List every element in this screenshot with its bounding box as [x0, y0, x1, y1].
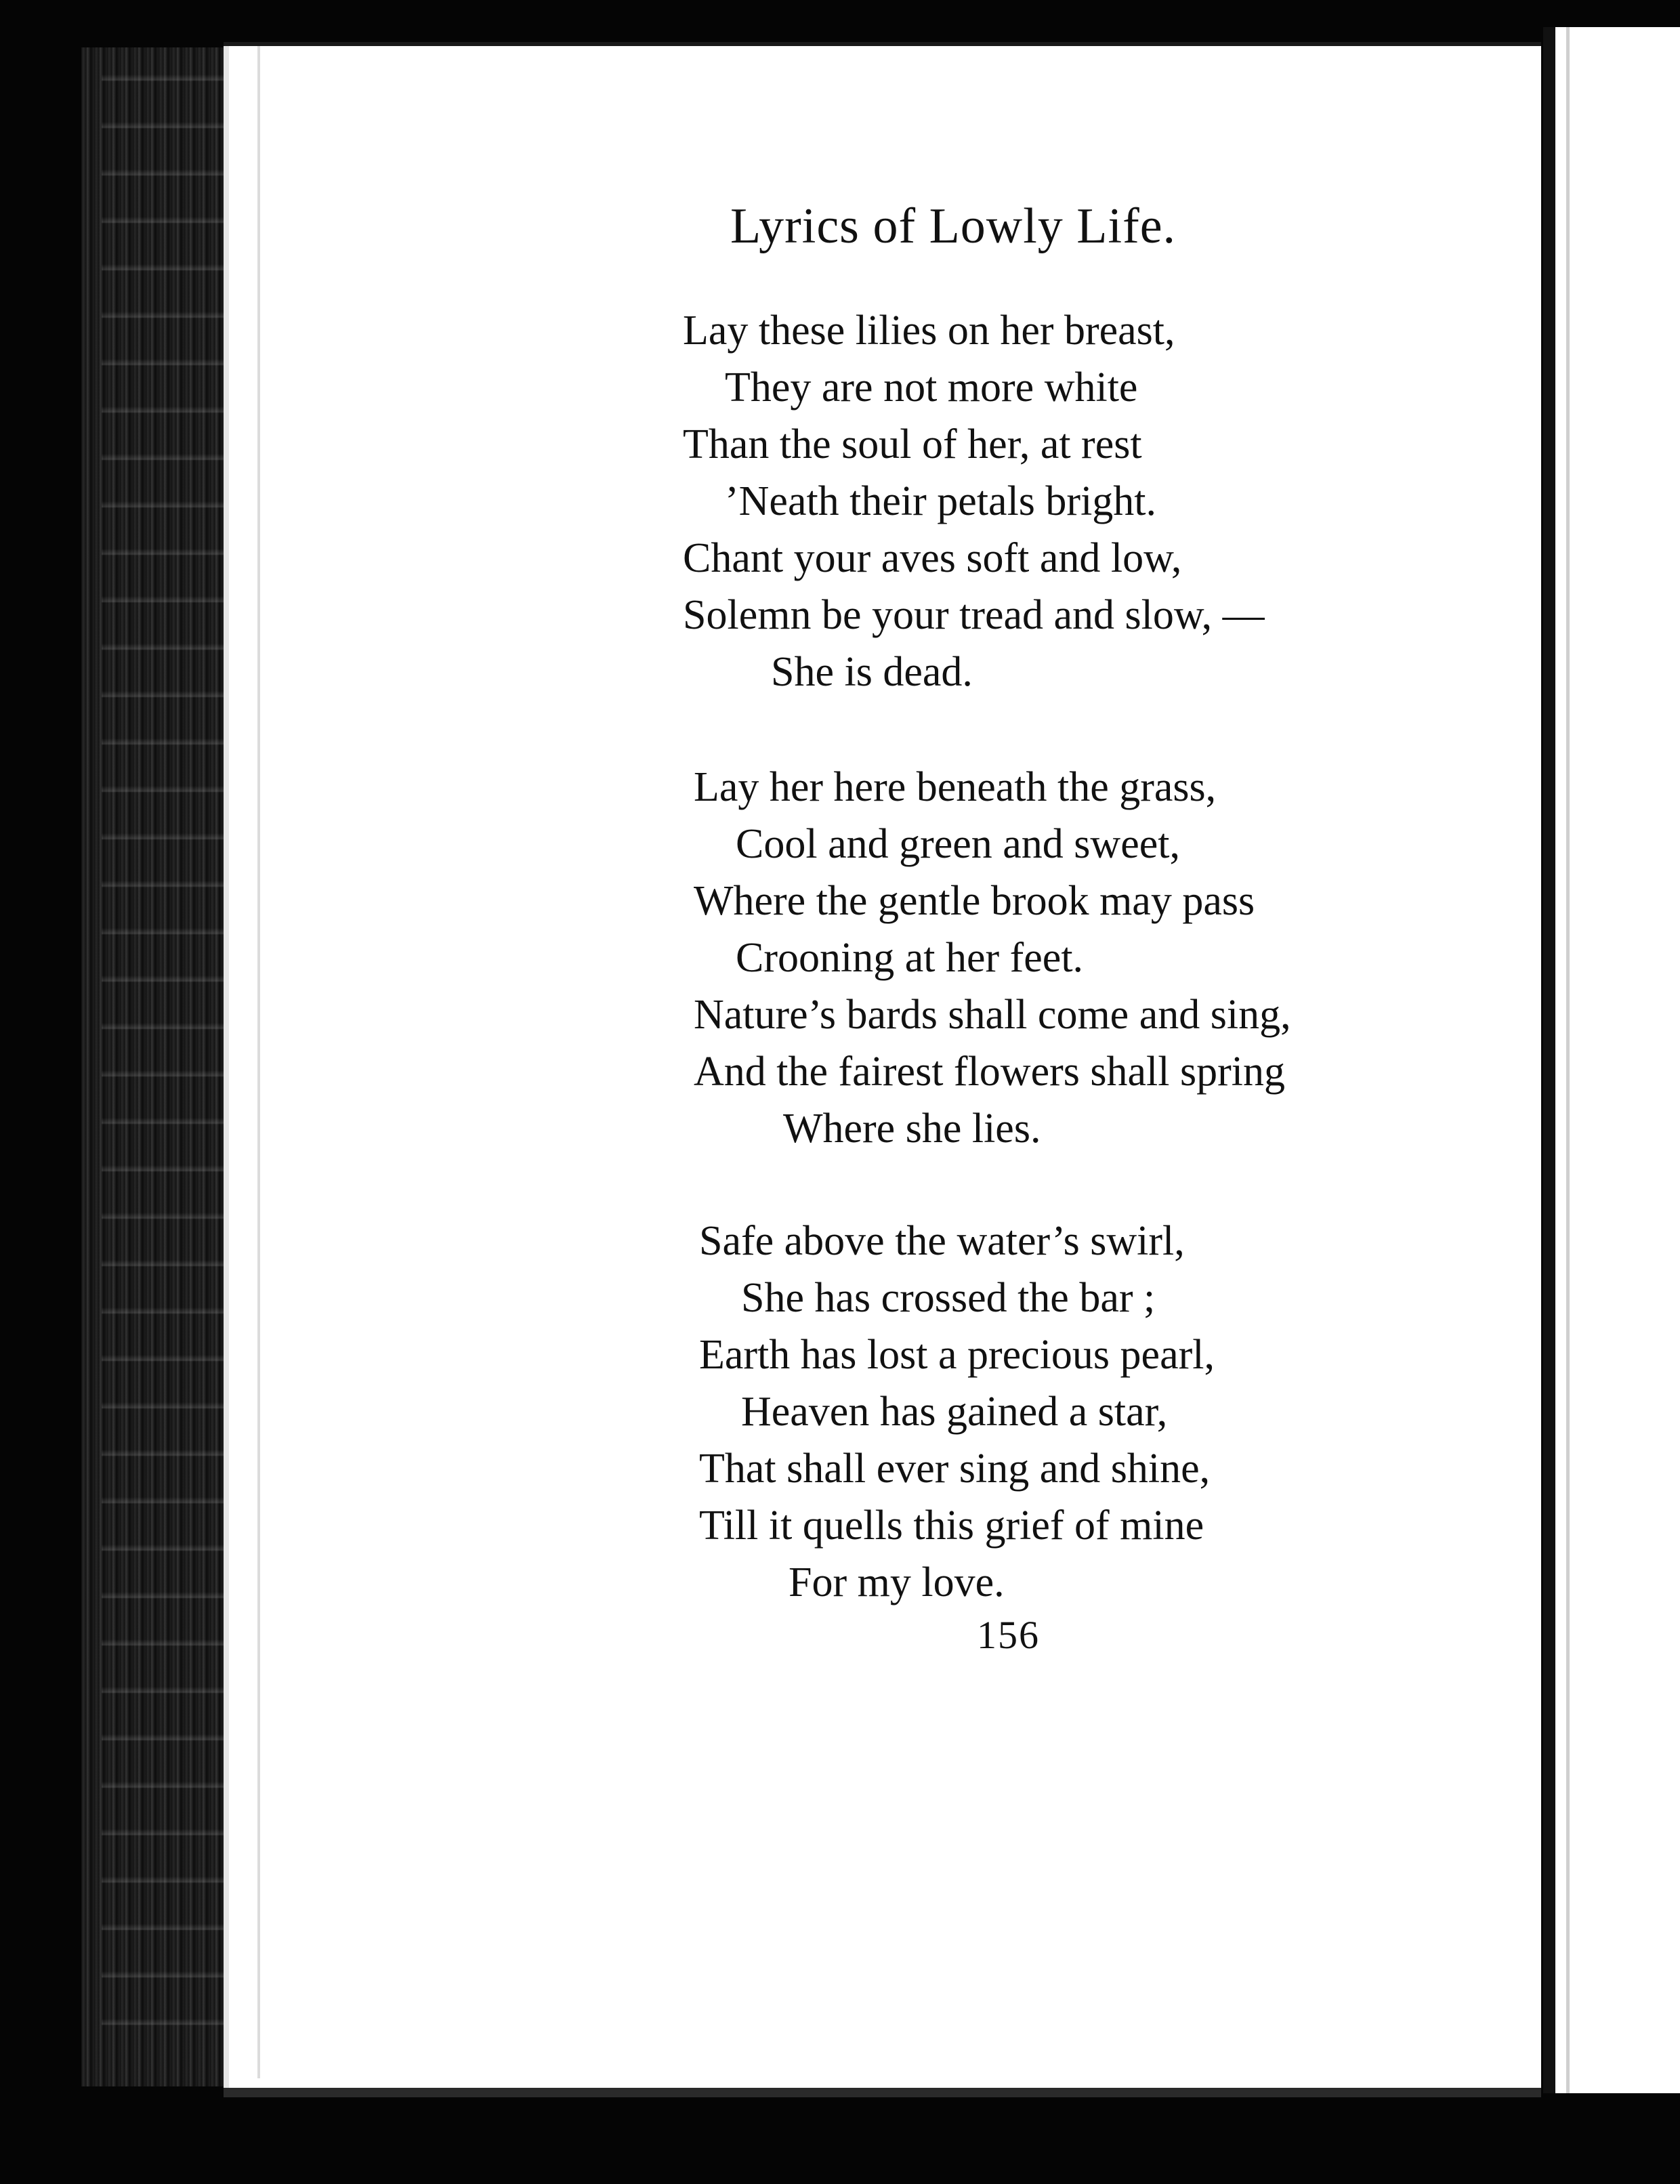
poem-line: Nature’s bards shall come and sing,: [694, 992, 1291, 1038]
page-margin-shadow: [257, 46, 260, 2078]
stanza-2: [694, 759, 1291, 1157]
poem-line: Heaven has gained a star,: [741, 1389, 1168, 1435]
poem-line: Lay her here beneath the grass,: [694, 764, 1217, 810]
poem-line: Than the soul of her, at rest: [683, 421, 1142, 467]
adjacent-page-edge: [1566, 27, 1570, 2093]
poem-line: Earth has lost a precious pearl,: [699, 1332, 1215, 1378]
poem-line: Lay these lilies on her breast,: [683, 308, 1175, 354]
poem-line: Safe above the water’s swirl,: [699, 1218, 1185, 1264]
stanza-3: [699, 1213, 1215, 1611]
poem-line: Chant your aves soft and low,: [683, 535, 1182, 581]
poem-line: She is dead.: [771, 649, 973, 695]
running-head: Lyrics of Lowly Life.: [730, 198, 1177, 254]
adjacent-page: [1543, 27, 1680, 2093]
poem-line: They are not more white: [725, 364, 1138, 411]
poem-line: That shall ever sing and shine,: [699, 1446, 1211, 1492]
page-number: 156: [977, 1613, 1040, 1657]
poem-line: ’Neath their petals bright.: [725, 478, 1157, 524]
poem-line: Till it quells this grief of mine: [699, 1503, 1204, 1549]
page-bottom-edge: [224, 2088, 1541, 2097]
poem-line: Solemn be your tread and slow, —: [683, 592, 1265, 638]
poem-line: Where the gentle brook may pass: [694, 878, 1255, 924]
poem-line: She has crossed the bar ;: [741, 1275, 1156, 1321]
poem-line: Crooning at her feet.: [736, 935, 1084, 981]
poem-line: And the fairest flowers shall spring: [694, 1049, 1285, 1095]
poem-line: Cool and green and sweet,: [736, 821, 1180, 867]
poem-line: Where she lies.: [783, 1106, 1041, 1152]
poem-line: For my love.: [789, 1559, 1005, 1605]
stanza-1: [683, 302, 1265, 700]
